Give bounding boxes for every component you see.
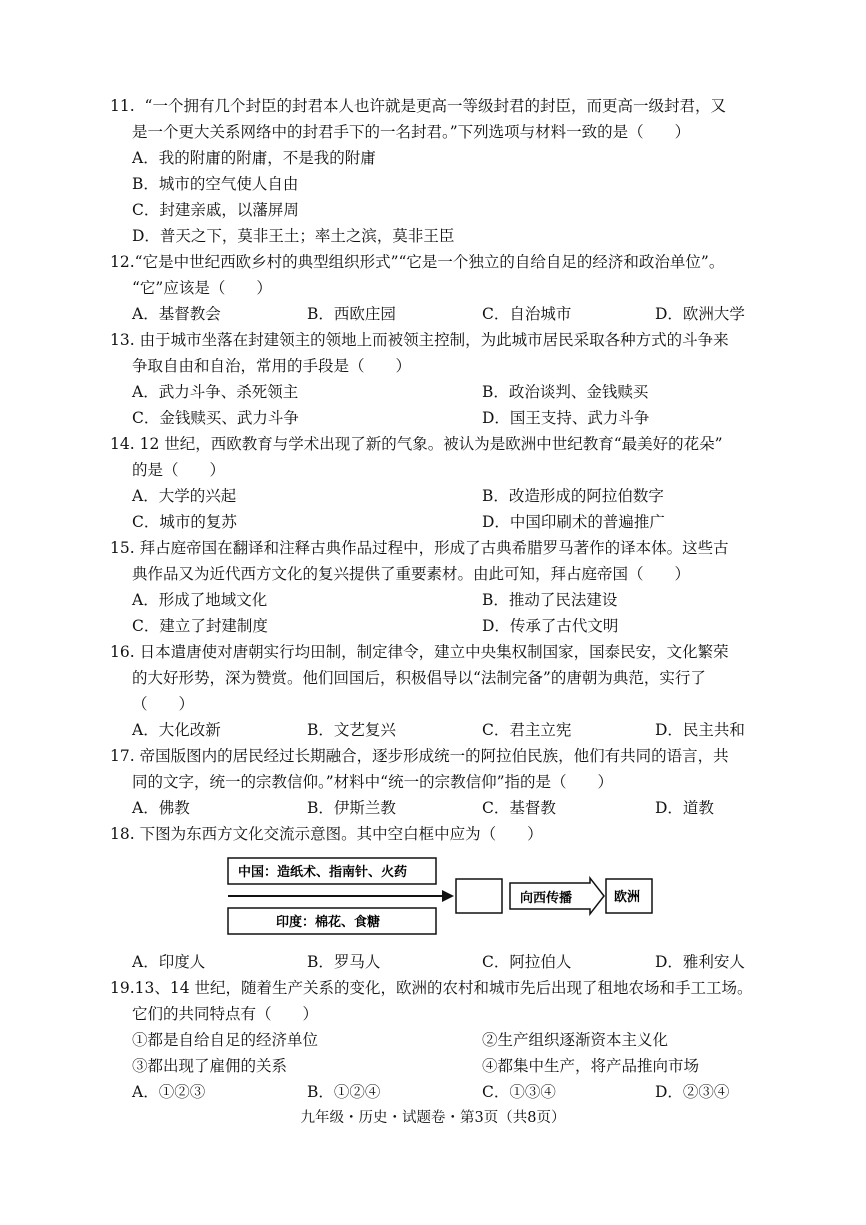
option-13-c: C．金钱赎买、武力斗争: [132, 409, 299, 427]
question-17-line-1: 17. 帝国版图内的居民经过长期融合，逐步形成统一的阿拉伯民族，他们有共同的语言，共: [110, 747, 729, 765]
question-12-line-2: “它”应该是（ ）: [132, 279, 272, 297]
option-18-a: A．印度人: [132, 953, 206, 971]
question-17-line-2: 同的文字，统一的宗教信仰。”材料中“统一的宗教信仰”指的是（ ）: [132, 773, 614, 791]
option-14-c: C．城市的复苏: [132, 513, 237, 531]
option-11-a: A．我的附庸的附庸，不是我的附庸: [132, 149, 376, 167]
option-13-a: A．武力斗争、杀死领主: [132, 383, 299, 401]
option-15-b: B．推动了民法建设: [482, 591, 618, 609]
option-13-b: B．政治谈判、金钱赎买: [482, 383, 649, 401]
option-11-d: D．普天之下，莫非王土；率土之滨，莫非王臣: [132, 227, 455, 245]
blank-box: [456, 879, 502, 913]
option-16-d: D．民主共和: [655, 721, 745, 739]
question-12-line-1: 12.“它是中世纪西欧乡村的典型组织形式”“它是一个独立的自给自足的经济和政治单位”。: [110, 253, 725, 271]
option-15-d: D．传承了古代文明: [482, 617, 619, 635]
option-16-b: B．文艺复兴: [307, 721, 396, 739]
option-12-d: D．欧洲大学: [655, 305, 745, 323]
option-16-a: A．大化改新: [132, 721, 221, 739]
india-label: 印度：棉花、食糖: [276, 915, 381, 930]
question-15-line-1: 15. 拜占庭帝国在翻译和注释古典作品过程中，形成了古典希腊罗马著作的译本体。这些古: [110, 539, 729, 557]
page-footer: 九年级・历史・试题卷・第3页（共8页）: [300, 1110, 566, 1126]
question-19-line-1: 19.13、14 世纪，随着生产关系的变化，欧洲的农村和城市先后出现了租地农场和手工工场。: [110, 979, 753, 997]
statement-19-2: ②生产组织逐渐资本主义化: [482, 1031, 669, 1049]
option-16-c: C．君主立宪: [482, 721, 572, 739]
question-11-line-2: 是一个更大关系网络中的封君手下的一名封君。”下列选项与材料一致的是（ ）: [132, 123, 691, 141]
option-15-c: C．建立了封建制度: [132, 617, 268, 635]
question-11-line-1: 11. “一个拥有几个封臣的封君本人也许就是更高一等级封君的封臣，而更高一级封君，又: [110, 97, 726, 115]
china-label: 中国：造纸术、指南针、火药: [238, 865, 408, 880]
option-17-b: B．伊斯兰教: [307, 799, 396, 817]
option-19-a: A．①②③: [132, 1083, 206, 1101]
option-18-c: C．阿拉伯人: [482, 953, 572, 971]
option-14-b: B．改造形成的阿拉伯数字: [482, 487, 664, 505]
question-13-line-2: 争取自由和自治，常用的手段是（ ）: [132, 357, 412, 375]
statement-19-1: ①都是自给自足的经济单位: [132, 1031, 319, 1049]
culture-exchange-diagram: [220, 852, 660, 944]
option-17-c: C．基督教: [482, 799, 556, 817]
question-16-line-1: 16. 日本遣唐使对唐朝实行均田制，制定律令，建立中央集权制国家，国泰民安，文化繁荣: [110, 643, 729, 661]
option-17-a: A．佛教: [132, 799, 190, 817]
question-18-line-1: 18. 下图为东西方文化交流示意图。其中空白框中应为（ ）: [110, 825, 543, 843]
europe-label: 欧洲: [614, 890, 641, 905]
option-11-b: B．城市的空气使人自由: [132, 175, 299, 193]
option-12-c: C．自治城市: [482, 305, 572, 323]
option-19-c: C．①③④: [482, 1083, 556, 1101]
spread-label: 向西传播: [520, 891, 573, 906]
question-16-line-3: （ ）: [132, 695, 195, 713]
option-11-c: C．封建亲戚，以藩屏周: [132, 201, 299, 219]
question-19-line-2: 它们的共同特点有（ ）: [132, 1005, 319, 1023]
option-15-a: A．形成了地域文化: [132, 591, 268, 609]
option-12-b: B．西欧庄园: [307, 305, 396, 323]
option-19-b: B．①②④: [307, 1083, 381, 1101]
question-16-line-2: 的大好形势，深为赞赏。他们回国后，积极倡导以“法制完备”的唐朝为典范，实行了: [132, 669, 706, 687]
option-18-d: D．雅利安人: [655, 953, 745, 971]
option-14-d: D．中国印刷术的普遍推广: [482, 513, 665, 531]
option-13-d: D．国王支持、武力斗争: [482, 409, 650, 427]
option-19-d: D．②③④: [655, 1083, 730, 1101]
question-14-line-2: 的是（ ）: [132, 461, 226, 479]
question-14-line-1: 14. 12 世纪，西欧教育与学术出现了新的气象。被认为是欧洲中世纪教育“最美好的花朵”: [110, 435, 723, 453]
option-12-a: A．基督教会: [132, 305, 221, 323]
option-17-d: D．道教: [655, 799, 714, 817]
option-14-a: A．大学的兴起: [132, 487, 237, 505]
option-18-b: B．罗马人: [307, 953, 381, 971]
arrow-head-icon: [442, 890, 454, 902]
question-15-line-2: 典作品又为近代西方文化的复兴提供了重要素材。由此可知，拜占庭帝国（ ）: [132, 565, 691, 583]
statement-19-4: ④都集中生产，将产品推向市场: [482, 1057, 700, 1075]
question-13-line-1: 13. 由于城市坐落在封建领主的领地上而被领主控制，为此城市居民采取各种方式的斗争来: [110, 331, 729, 349]
statement-19-3: ③都出现了雇佣的关系: [132, 1057, 288, 1075]
